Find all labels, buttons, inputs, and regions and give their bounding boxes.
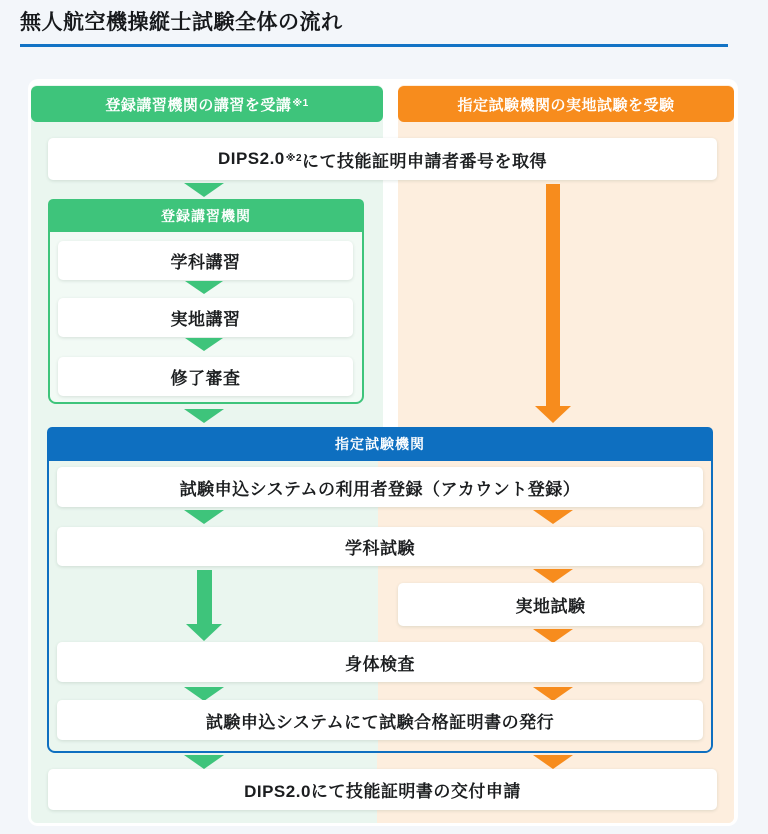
step-account-registration: 試験申込システムの利用者登録（アカウント登録）: [57, 467, 703, 507]
exam-org-title-label: 指定試験機関: [335, 436, 425, 452]
exam-column-header: [398, 86, 734, 122]
step-practical-exam: 実地試験: [398, 583, 703, 626]
arrow-down-green-icon: [184, 183, 224, 197]
step-medical-exam: 身体検査: [57, 642, 703, 682]
title-underline: [20, 44, 728, 47]
footnote-1-marker: ※1: [292, 98, 309, 109]
arrow-down-orange-icon: [533, 755, 573, 769]
training-column-header-label: 登録講習機関の講習を受講: [105, 96, 292, 114]
arrow-down-orange-icon: [533, 687, 573, 701]
step-completion-review: 修了審査: [58, 357, 353, 396]
arrow-down-orange-icon: [533, 569, 573, 583]
arrow-down-orange-icon: [533, 510, 573, 524]
arrow-down-green-icon: [184, 409, 224, 423]
arrow-down-green-icon: [184, 510, 224, 524]
exam-org-group-title: [47, 427, 713, 461]
arrow-down-green-head-icon: [186, 624, 222, 641]
step-acquire-applicant-number: [48, 138, 717, 180]
step-academic-training: 学科講習: [58, 241, 353, 280]
dips-suffix: にて技能証明申請者番号を取得: [302, 151, 548, 171]
arrow-down-orange-icon: [533, 629, 573, 643]
step-practical-training: 実地講習: [58, 298, 353, 337]
training-org-group-title: [48, 199, 364, 232]
step-written-exam: 学科試験: [57, 527, 703, 566]
footnote-2-marker: ※2: [285, 153, 303, 164]
arrow-down-green-icon: [184, 687, 224, 701]
page-title: 無人航空機操縦士試験全体の流れ: [20, 11, 343, 34]
arrow-down-orange-head-icon: [535, 406, 571, 423]
arrow-down-orange-shaft: [546, 184, 560, 406]
arrow-down-green-shaft: [197, 570, 212, 624]
exam-column-header-label: 指定試験機関の実地試験を受験: [457, 96, 675, 114]
arrow-down-green-icon: [184, 755, 224, 769]
step-final-license-application: DIPS2.0にて技能証明書の交付申請: [48, 769, 717, 810]
arrow-down-green-icon: [185, 338, 223, 351]
training-column-header: [31, 86, 383, 122]
training-org-title-label: 登録講習機関: [161, 207, 251, 224]
step-certificate-issue: 試験申込システムにて試験合格証明書の発行: [57, 700, 703, 740]
arrow-down-green-icon: [185, 281, 223, 294]
dips-prefix: DIPS2.0: [217, 149, 285, 168]
